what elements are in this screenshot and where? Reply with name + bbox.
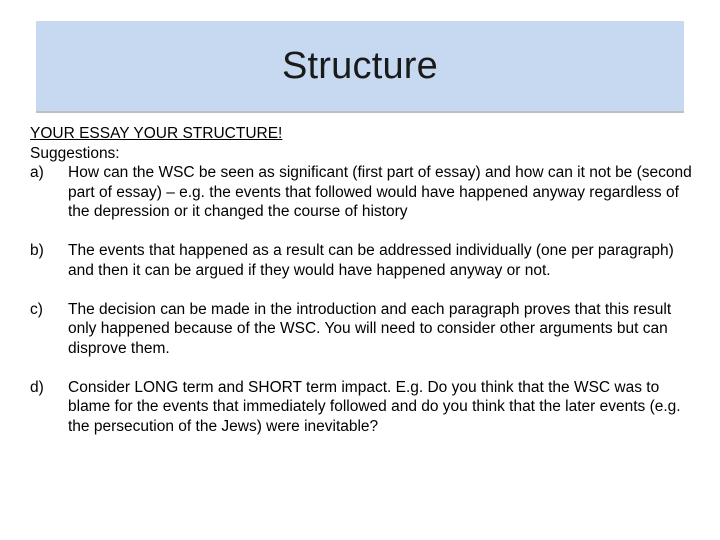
essay-heading: YOUR ESSAY YOUR STRUCTURE! <box>30 125 283 142</box>
list-item-text: The decision can be made in the introduction and each paragraph proves that this result only happened because of the WSC. You will need to consider other arguments but can disprove them. <box>68 300 672 357</box>
list-item-text: The events that happened as a result can be addressed individually (one per paragraph) and then it can be argued if they would have happened anyway or not. <box>68 242 674 279</box>
slide-body <box>30 124 700 436</box>
list-marker: d) <box>30 378 44 396</box>
list-item-text: Consider LONG term and SHORT term impact. E.g. Do you think that the WSC was to blame for the events that immediately followed and do you think that the later events (e.g. the persecution of the Jews) were inevitable? <box>68 378 681 435</box>
list-item-text: How can the WSC be seen as significant (first part of essay) and how can it not be (second part of essay) – e.g. the events that followed would have happened anyway regardless of the depression or it changed the course of history <box>68 164 692 220</box>
list-item-b <box>30 241 700 280</box>
list-marker: b) <box>30 242 44 259</box>
list-marker: a) <box>30 164 44 181</box>
title-banner <box>36 21 684 113</box>
slide-title: Structure <box>282 44 438 87</box>
list-item-d <box>30 378 700 437</box>
suggestions-label: Suggestions: <box>30 144 120 162</box>
list-item-a <box>30 163 700 222</box>
list-item-c <box>30 300 700 359</box>
list-marker: c) <box>30 300 43 318</box>
